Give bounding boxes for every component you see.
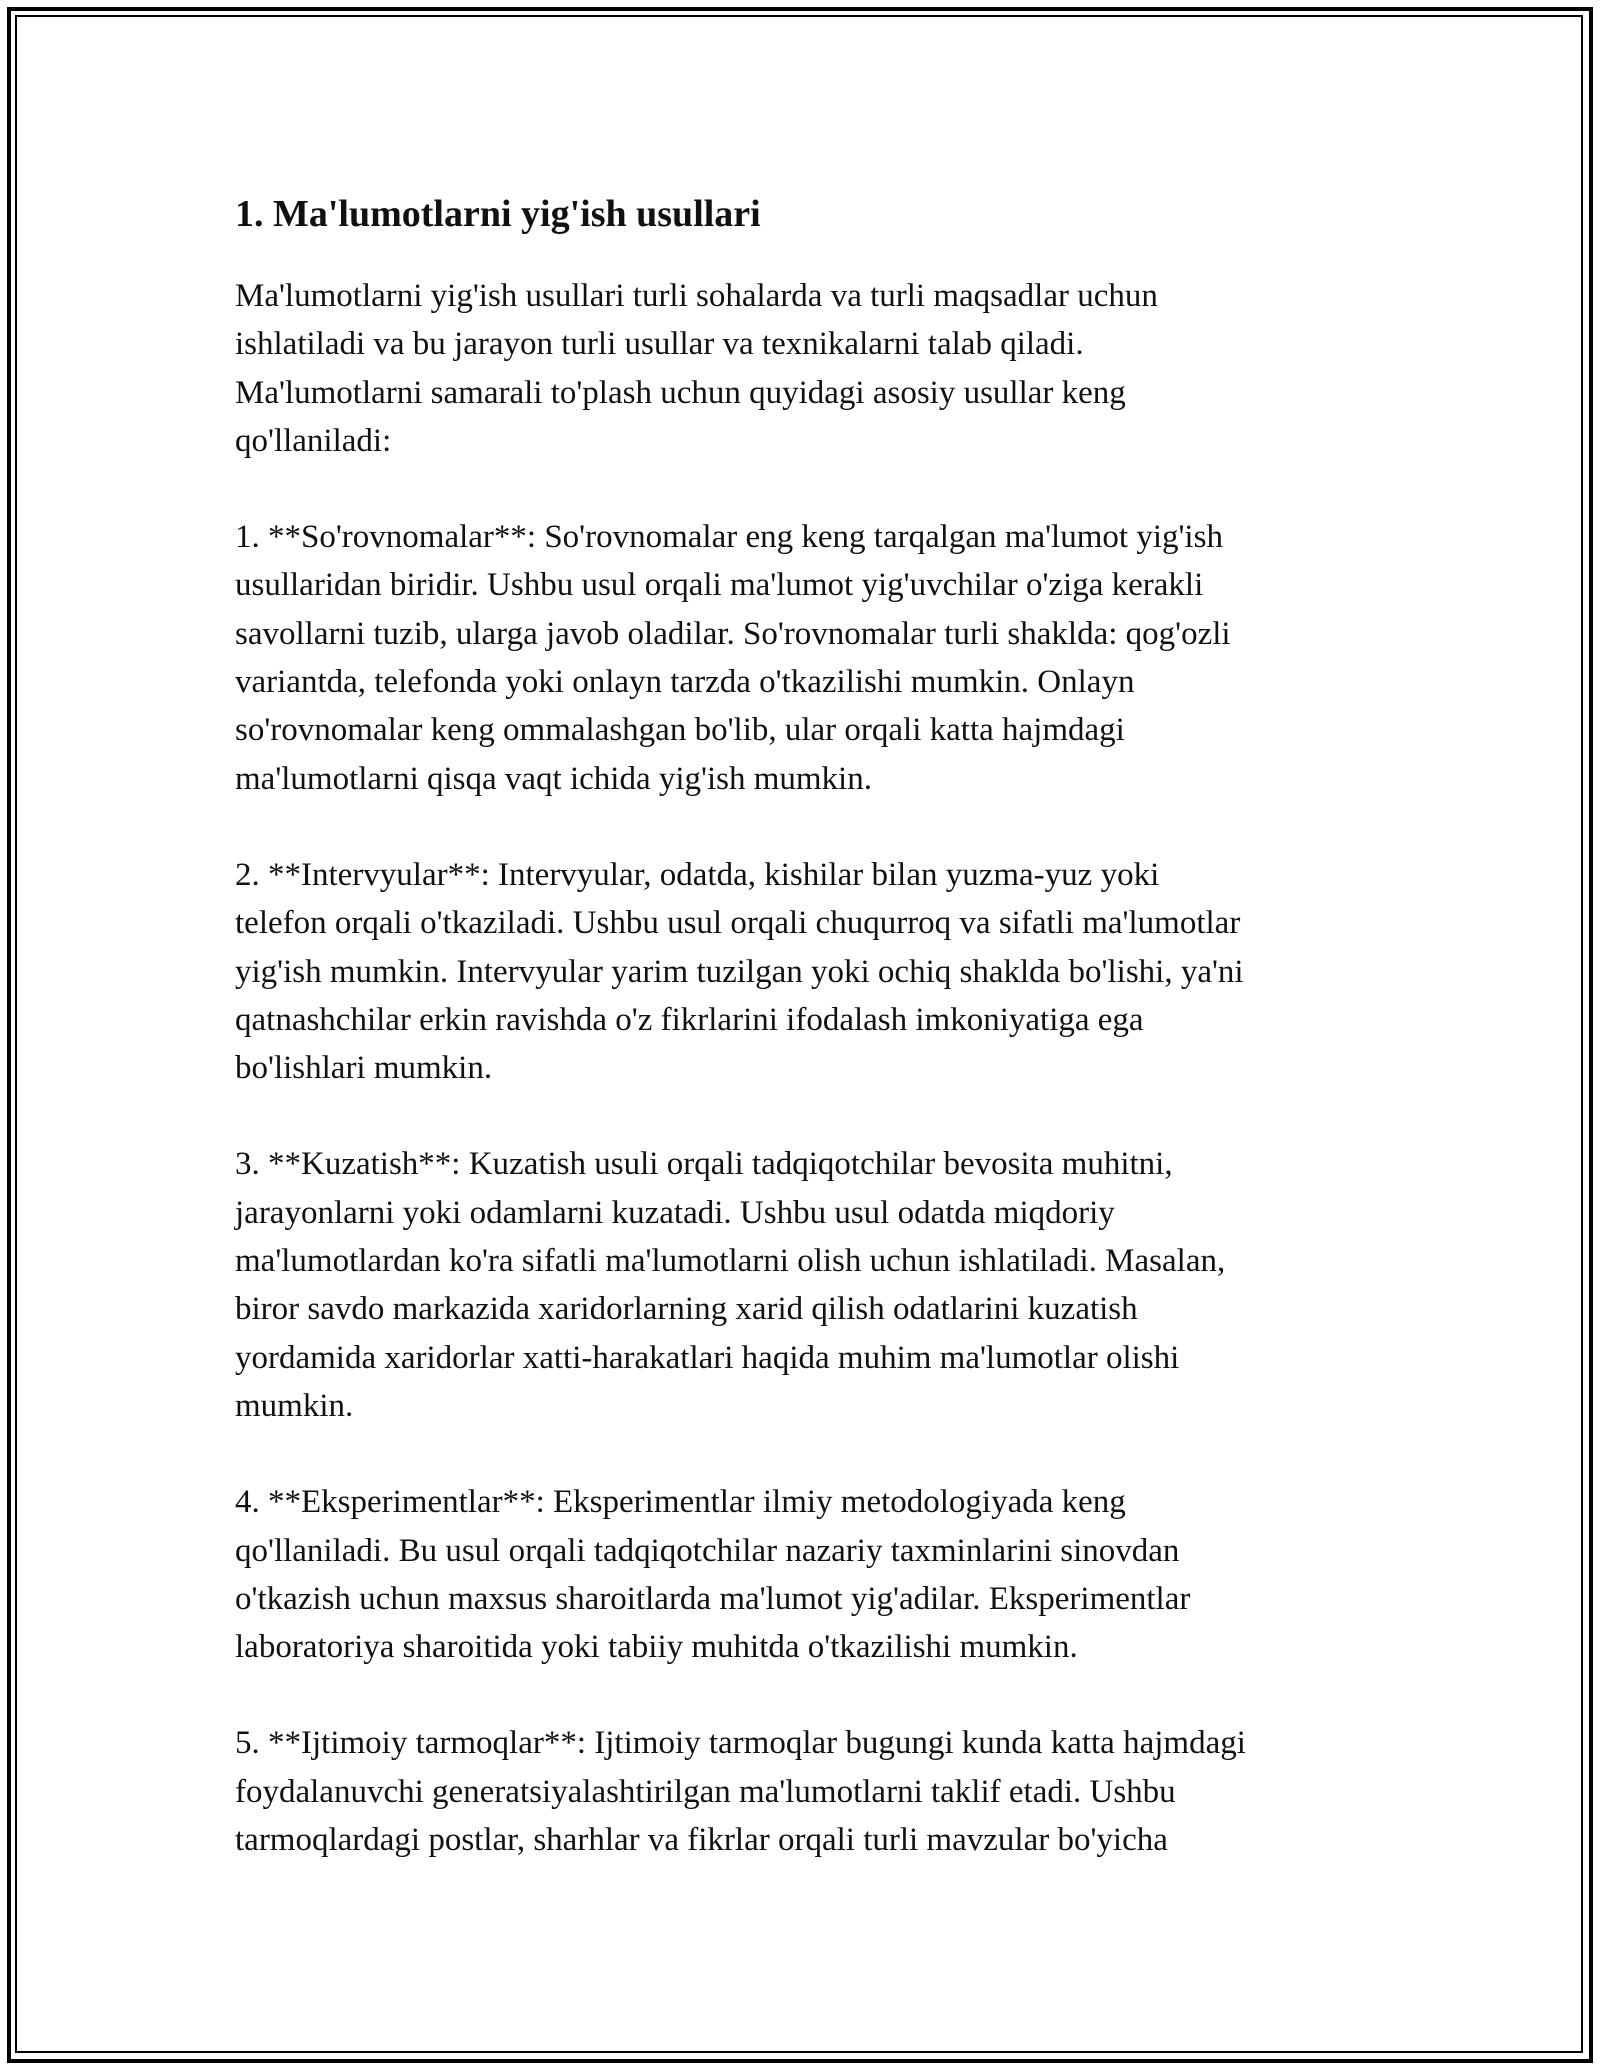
text-line: qatnashchilar erkin ravishda o'z fikrlarini ifodalash imkoniyatiga ega bbox=[235, 1001, 1144, 1038]
text-line: qo'llaniladi: bbox=[235, 422, 392, 459]
text-line: 4. **Eksperimentlar**: Eksperimentlar ilmiy metodologiyada keng bbox=[235, 1484, 1126, 1521]
text-line: foydalanuvchi generatsiyalashtirilgan ma'lumotlarni taklif etadi. Ushbu bbox=[235, 1773, 1176, 1810]
paragraph-ijtimoiy-tarmoqlar bbox=[235, 1719, 1385, 1864]
paragraph-eksperimentlar bbox=[235, 1478, 1385, 1671]
text-line: yig'ish mumkin. Intervyular yarim tuzilgan yoki ochiq shaklda bo'lishi, ya'ni bbox=[235, 953, 1244, 990]
text-line: ishlatiladi va bu jarayon turli usullar va texnikalarni talab qiladi. bbox=[235, 326, 1084, 363]
text-line: 5. **Ijtimoiy tarmoqlar**: Ijtimoiy tarmoqlar bugungi kunda katta hajmdagi bbox=[235, 1725, 1246, 1762]
text-line: usullaridan biridir. Ushbu usul orqali ma'lumot yig'uvchilar o'ziga kerakli bbox=[235, 567, 1204, 604]
text-line: 2. **Intervyular**: Intervyular, odatda, kishilar bilan yuzma-yuz yoki bbox=[235, 856, 1160, 893]
paragraph-intro bbox=[235, 272, 1385, 465]
text-line: qo'llaniladi. Bu usul orqali tadqiqotchilar nazariy taxminlarini sinovdan bbox=[235, 1532, 1180, 1569]
text-line: o'tkazish uchun maxsus sharoitlarda ma'lumot yig'adilar. Eksperimentlar bbox=[235, 1580, 1191, 1617]
text-line: savollarni tuzib, ularga javob oladilar. So'rovnomalar turli shaklda: qog'ozli bbox=[235, 615, 1231, 652]
paragraph-sorovnomalar bbox=[235, 513, 1385, 803]
text-line: telefon orqali o'tkaziladi. Ushbu usul orqali chuqurroq va sifatli ma'lumotlar bbox=[235, 905, 1241, 942]
text-line: tarmoqlardagi postlar, sharhlar va fikrlar orqali turli mavzular bo'yicha bbox=[235, 1822, 1168, 1859]
paragraph-kuzatish bbox=[235, 1140, 1385, 1430]
document-body bbox=[235, 184, 1385, 1912]
paragraph-intervyular bbox=[235, 851, 1385, 1092]
text-line: laboratoriya sharoitida yoki tabiiy muhitda o'tkazilishi mumkin. bbox=[235, 1629, 1078, 1666]
document-title: 1. Ma'lumotlarni yig'ish usullari bbox=[235, 193, 761, 235]
text-line: yordamida xaridorlar xatti-harakatlari haqida muhim ma'lumotlar olishi bbox=[235, 1339, 1180, 1376]
text-line: variantda, telefonda yoki onlayn tarzda o'tkazilishi mumkin. Onlayn bbox=[235, 664, 1135, 701]
text-line: 3. **Kuzatish**: Kuzatish usuli orqali tadqiqotchilar bevosita muhitni, bbox=[235, 1146, 1173, 1183]
text-line: 1. **So'rovnomalar**: So'rovnomalar eng keng tarqalgan ma'lumot yig'ish bbox=[235, 519, 1223, 556]
text-line: biror savdo markazida xaridorlarning xarid qilish odatlarini kuzatish bbox=[235, 1291, 1138, 1328]
text-line: Ma'lumotlarni yig'ish usullari turli sohalarda va turli maqsadlar uchun bbox=[235, 278, 1158, 314]
paragraph-list bbox=[235, 272, 1385, 1864]
text-line: jarayonlarni yoki odamlarni kuzatadi. Ushbu usul odatda miqdoriy bbox=[235, 1194, 1115, 1231]
text-line: so'rovnomalar keng ommalashgan bo'lib, ular orqali katta hajmdagi bbox=[235, 712, 1125, 749]
text-line: Ma'lumotlarni samarali to'plash uchun quyidagi asosiy usullar keng bbox=[235, 374, 1126, 411]
text-line: ma'lumotlardan ko'ra sifatli ma'lumotlarni olish uchun ishlatiladi. Masalan, bbox=[235, 1243, 1226, 1280]
text-line: ma'lumotlarni qisqa vaqt ichida yig'ish mumkin. bbox=[235, 760, 872, 797]
text-line: bo'lishlari mumkin. bbox=[235, 1050, 493, 1087]
text-line: mumkin. bbox=[235, 1387, 354, 1424]
